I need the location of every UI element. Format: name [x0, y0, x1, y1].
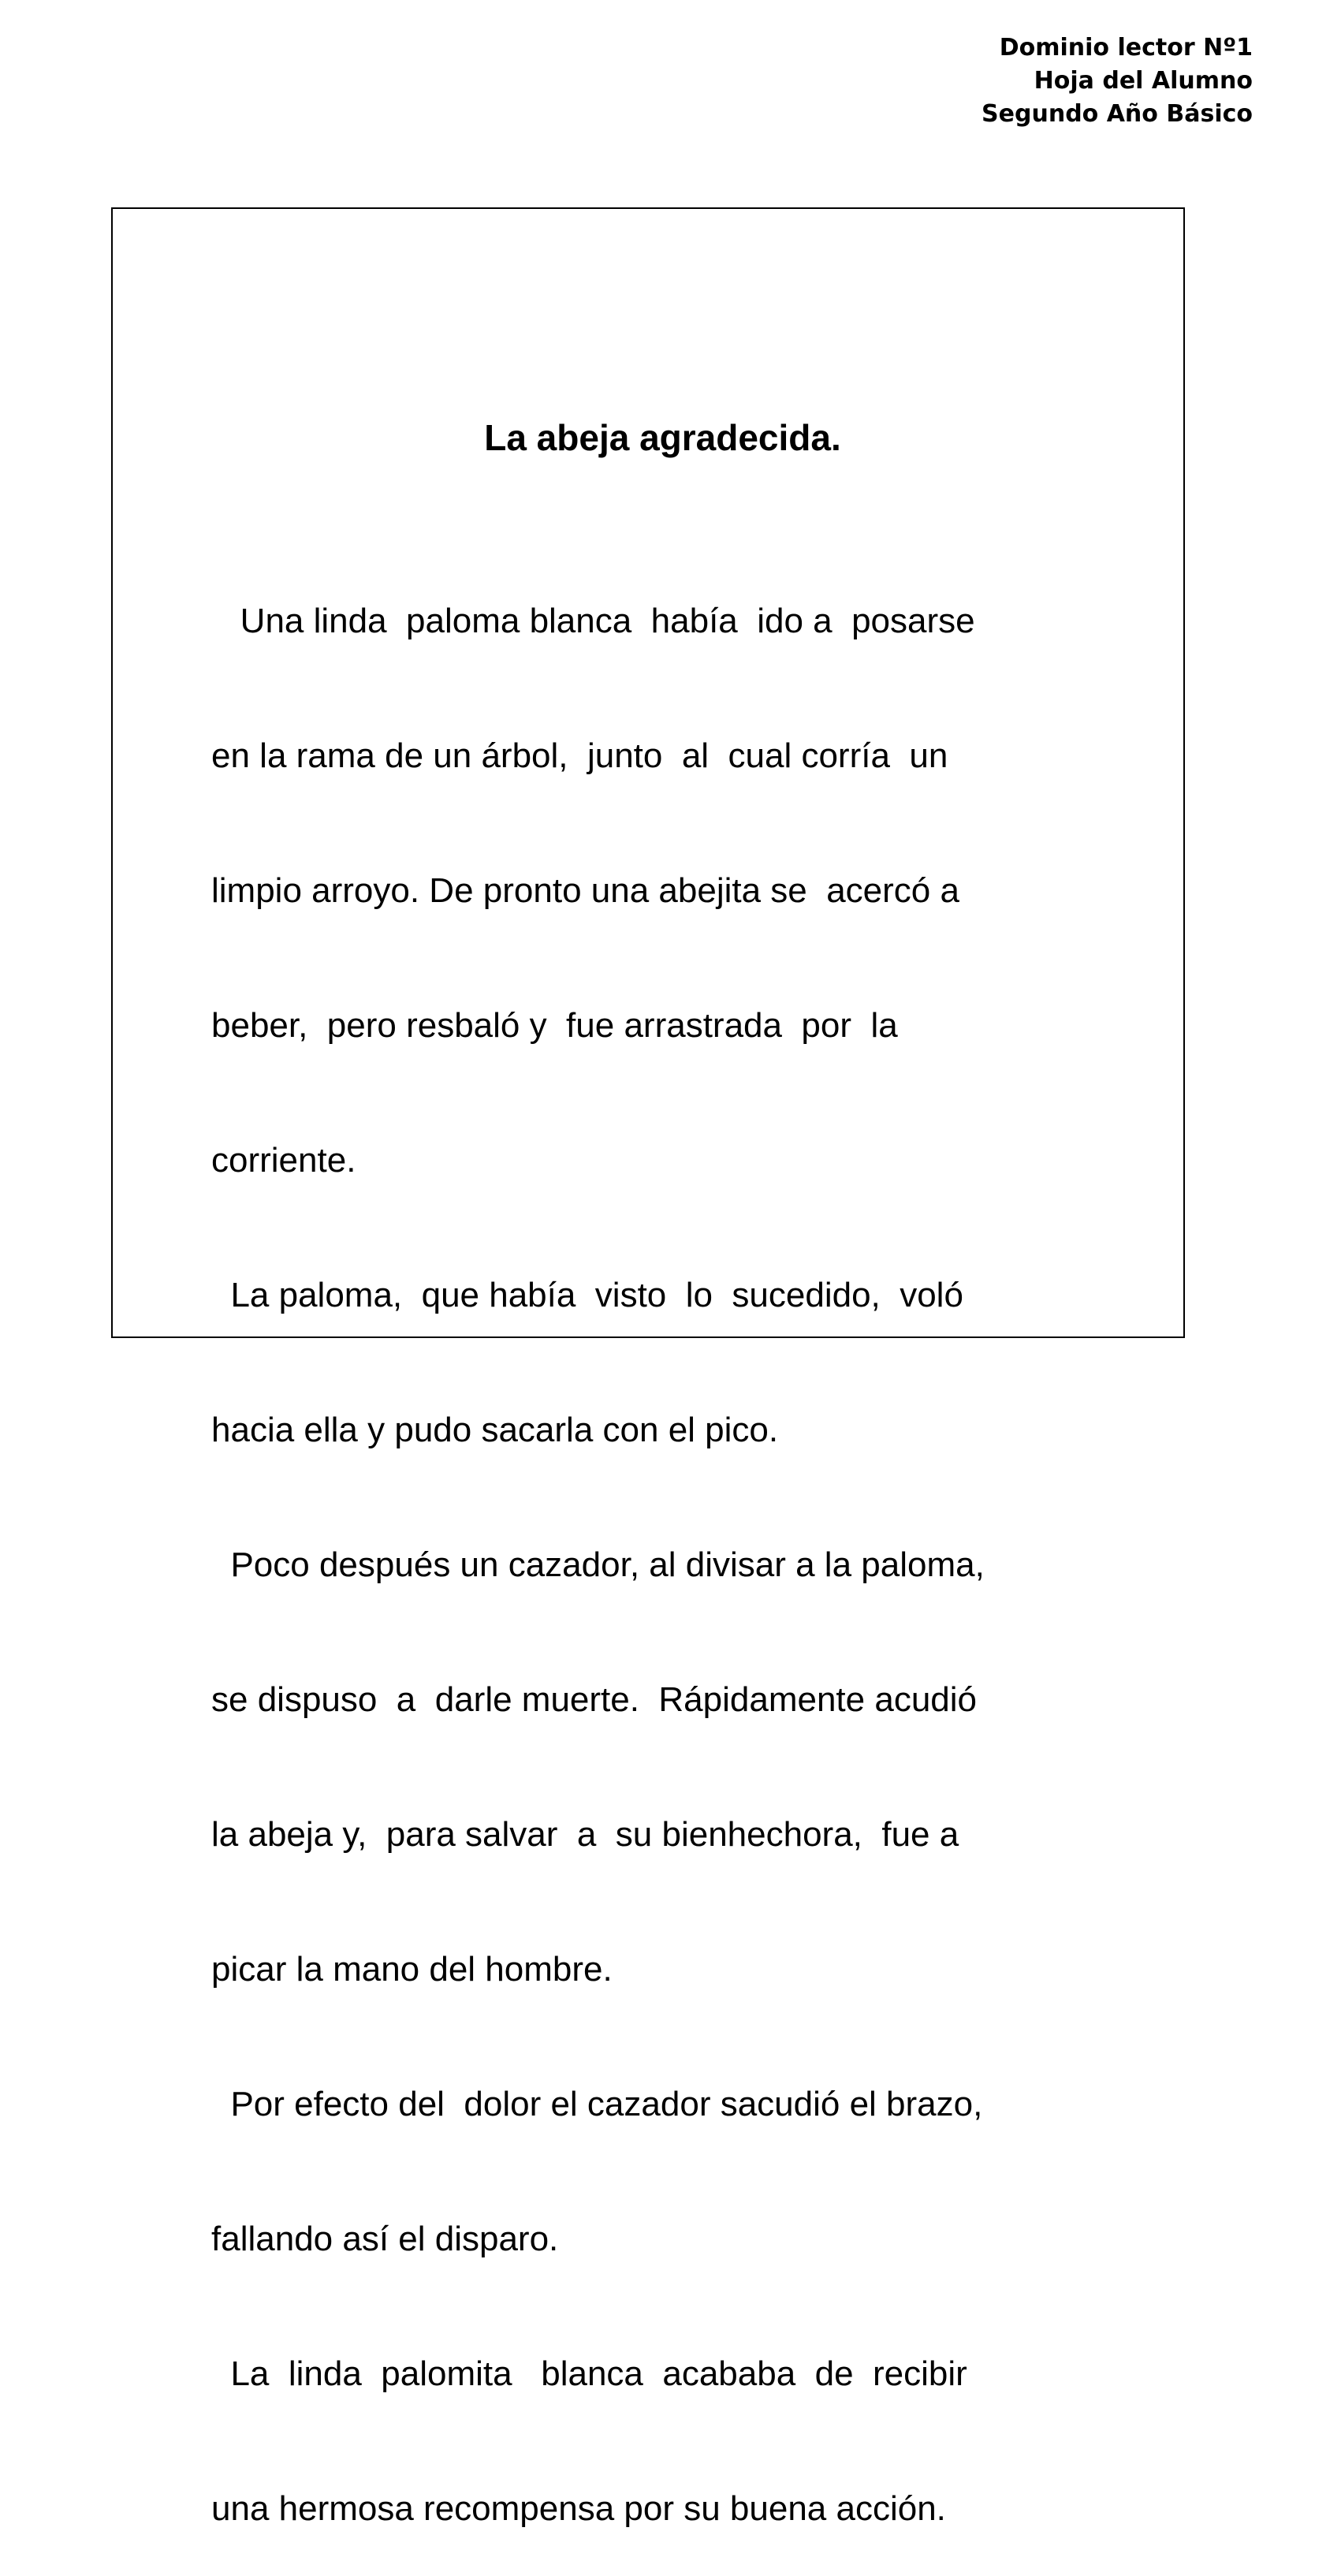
- story-title: La abeja agradecida.: [484, 417, 841, 458]
- story-line: hacia ella y pudo sacarla con el pico.: [211, 1411, 779, 1449]
- story-line: corriente.: [211, 1141, 356, 1180]
- story-line: limpio arroyo. De pronto una abejita se acercó a: [211, 871, 959, 910]
- story-body: [211, 509, 1094, 2576]
- story-line: beber, pero resbaló y fue arrastrada por la: [211, 1006, 898, 1045]
- story-line: La linda palomita blanca acababa de recibir: [211, 2354, 967, 2393]
- story-line: picar la mano del hombre.: [211, 1950, 613, 1989]
- story-line: Una linda paloma blanca había ido a posarse: [211, 602, 975, 640]
- story-line: se dispuso a darle muerte. Rápidamente acudió: [211, 1680, 978, 1719]
- header-grade: Segundo Año Básico: [982, 100, 1253, 128]
- header-sheet-type: Hoja del Alumno: [1034, 67, 1253, 95]
- document-header: [982, 32, 1253, 131]
- story-line: La paloma, que había visto lo sucedido, voló: [211, 1276, 963, 1314]
- story-line: Poco después un cazador, al divisar a la paloma,: [211, 1545, 985, 1584]
- story-line: la abeja y, para salvar a su bienhechora, fue a: [211, 1815, 959, 1854]
- story-line: una hermosa recompensa por su buena acción.: [211, 2489, 946, 2528]
- header-reading-level: Dominio lector Nº1: [999, 34, 1253, 62]
- story-line: fallando así el disparo.: [211, 2220, 559, 2258]
- story-line: en la rama de un árbol, junto al cual corría un: [211, 736, 948, 775]
- story-line: Por efecto del dolor el cazador sacudió el brazo,: [211, 2085, 983, 2123]
